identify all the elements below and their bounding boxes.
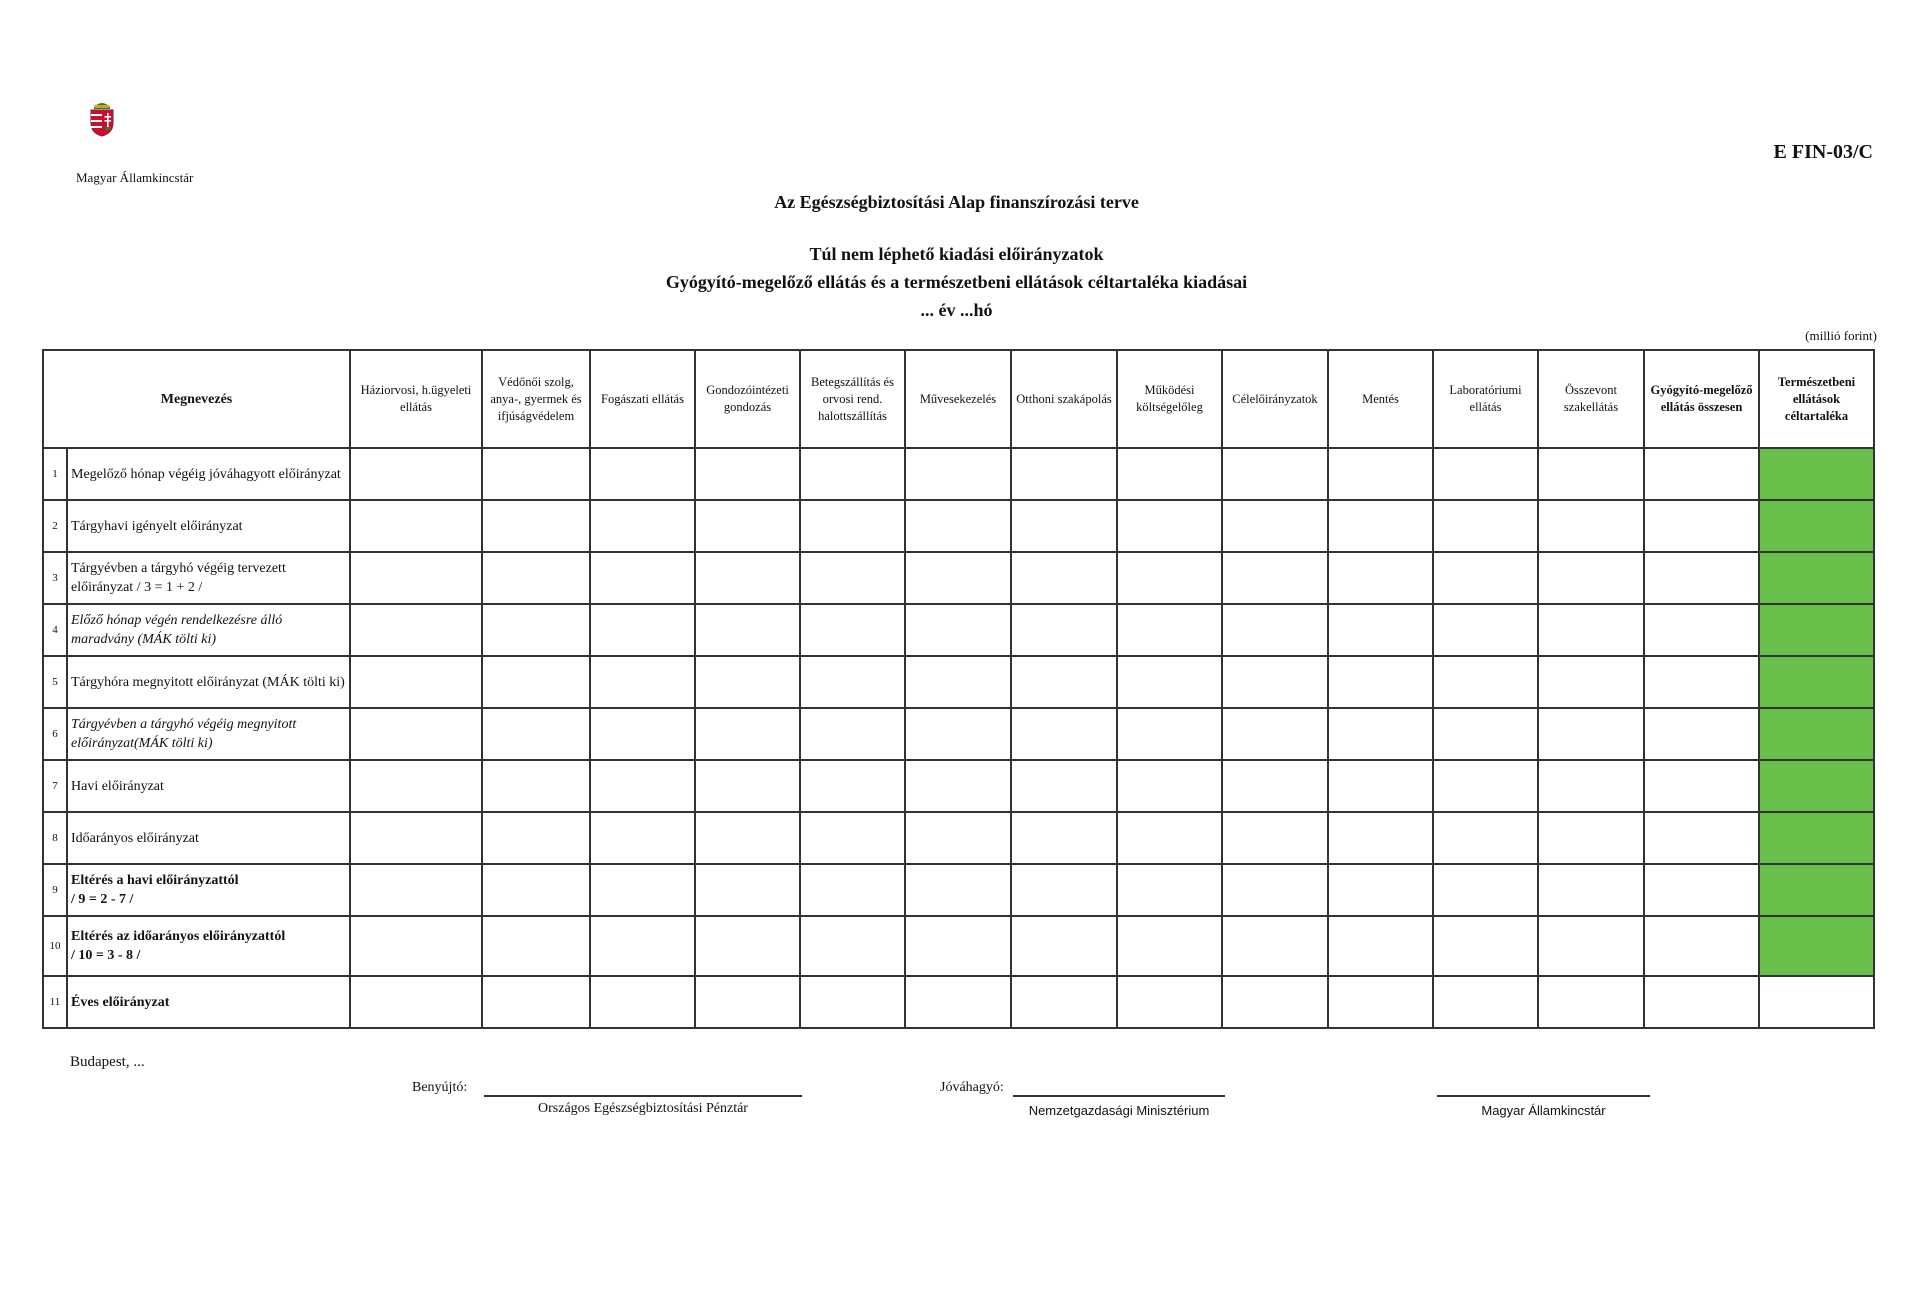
data-cell[interactable]: [1011, 760, 1117, 812]
data-cell[interactable]: [1328, 448, 1433, 500]
row-label-formula: / 10 = 3 - 8 /: [71, 948, 141, 963]
row-label: Tárgyhóra megnyitott előirányzat (MÁK tölti ki): [67, 656, 350, 708]
column-header: Laboratóriumi ellátás: [1433, 350, 1538, 448]
data-cell[interactable]: [1433, 916, 1538, 976]
table-row: [43, 448, 1874, 500]
data-cell[interactable]: [1011, 604, 1117, 656]
data-cell[interactable]: [1433, 760, 1538, 812]
data-cell[interactable]: [1538, 500, 1644, 552]
row-label: Tárgyévben a tárgyhó végéig megnyitott előirányzat(MÁK tölti ki): [67, 708, 350, 760]
data-cell[interactable]: [1759, 976, 1874, 1028]
data-cell[interactable]: [1117, 500, 1222, 552]
document-subtitle-2: Gyógyító-megelőző ellátás és a természetbeni ellátások céltartaléka kiadásai: [665, 272, 1248, 292]
submitter-signature-line: [484, 1095, 802, 1097]
data-cell[interactable]: [482, 708, 590, 760]
treasury-org: Magyar Államkincstár: [1481, 1103, 1606, 1118]
data-cell[interactable]: [905, 864, 1011, 916]
data-cell[interactable]: [1644, 448, 1759, 500]
data-cell[interactable]: [350, 448, 482, 500]
row-number: 10: [43, 916, 67, 976]
data-cell[interactable]: [482, 812, 590, 864]
data-cell[interactable]: [1759, 812, 1874, 864]
data-cell[interactable]: [1328, 500, 1433, 552]
data-cell[interactable]: [800, 708, 905, 760]
column-header: Védőnői szolg, anya-, gyermek és ifjúságvédelem: [482, 350, 590, 448]
data-cell[interactable]: [1117, 916, 1222, 976]
data-cell[interactable]: [482, 656, 590, 708]
data-cell[interactable]: [800, 976, 905, 1028]
column-header-name: Megnevezés: [43, 350, 350, 448]
data-cell[interactable]: [1759, 500, 1874, 552]
data-cell[interactable]: [1011, 448, 1117, 500]
data-cell[interactable]: [1011, 656, 1117, 708]
data-cell[interactable]: [1328, 708, 1433, 760]
data-cell[interactable]: [1538, 656, 1644, 708]
data-cell[interactable]: [1759, 864, 1874, 916]
data-cell[interactable]: [905, 760, 1011, 812]
data-cell[interactable]: [800, 760, 905, 812]
coat-of-arms-icon: [86, 97, 118, 137]
data-cell[interactable]: [1538, 976, 1644, 1028]
approver-org: Nemzetgazdasági Minisztérium: [1028, 1103, 1210, 1118]
data-cell[interactable]: [350, 976, 482, 1028]
data-cell[interactable]: [590, 760, 695, 812]
document-subtitle: Túl nem léphető kiadási előirányzatok: [809, 244, 1104, 264]
data-cell[interactable]: [1644, 500, 1759, 552]
data-cell[interactable]: [1117, 448, 1222, 500]
data-cell[interactable]: [1759, 604, 1874, 656]
data-cell[interactable]: [1433, 976, 1538, 1028]
data-cell[interactable]: [905, 552, 1011, 604]
submitter-org: Országos Egészségbiztosítási Pénztár: [538, 1101, 748, 1116]
data-cell[interactable]: [1644, 708, 1759, 760]
row-label: Megelőző hónap végéig jóváhagyott előirányzat: [67, 448, 350, 500]
data-cell[interactable]: [695, 760, 800, 812]
data-cell[interactable]: [800, 916, 905, 976]
data-cell[interactable]: [1222, 864, 1328, 916]
table-row: [43, 656, 1874, 708]
data-cell[interactable]: [1117, 604, 1222, 656]
data-cell[interactable]: [482, 552, 590, 604]
table-row: [43, 864, 1874, 916]
column-header: Fogászati ellátás: [590, 350, 695, 448]
row-number: 11: [43, 976, 67, 1028]
data-cell[interactable]: [905, 500, 1011, 552]
data-cell[interactable]: [1759, 708, 1874, 760]
row-label: Tárgyhavi igényelt előirányzat: [67, 500, 350, 552]
data-cell[interactable]: [590, 708, 695, 760]
row-number: 5: [43, 656, 67, 708]
data-cell[interactable]: [1538, 864, 1644, 916]
data-cell[interactable]: [1328, 864, 1433, 916]
row-label-formula: / 9 = 2 - 7 /: [71, 892, 134, 907]
table-row: [43, 500, 1874, 552]
row-label: Tárgyévben a tárgyhó végéig tervezett előirányzat / 3 = 1 + 2 /: [67, 552, 350, 604]
data-cell[interactable]: [1222, 708, 1328, 760]
row-label: Havi előirányzat: [67, 760, 350, 812]
data-cell[interactable]: [1117, 760, 1222, 812]
table-row: [43, 708, 1874, 760]
table-row: [43, 916, 1874, 976]
column-header: Háziorvosi, h.ügyeleti ellátás: [350, 350, 482, 448]
column-header: Gondozóintézeti gondozás: [695, 350, 800, 448]
data-cell[interactable]: [1011, 552, 1117, 604]
data-cell[interactable]: [1644, 760, 1759, 812]
data-cell[interactable]: [695, 864, 800, 916]
approver-signature-line: [1013, 1095, 1225, 1097]
data-cell[interactable]: [482, 864, 590, 916]
data-cell[interactable]: [1759, 656, 1874, 708]
data-cell[interactable]: [905, 656, 1011, 708]
data-cell[interactable]: [1328, 760, 1433, 812]
row-number: 6: [43, 708, 67, 760]
data-cell[interactable]: [1538, 604, 1644, 656]
data-cell[interactable]: [350, 604, 482, 656]
data-cell[interactable]: [1222, 812, 1328, 864]
column-header: Összevont szakellátás: [1538, 350, 1644, 448]
data-cell[interactable]: [590, 812, 695, 864]
data-cell[interactable]: [800, 604, 905, 656]
table-row: [43, 604, 1874, 656]
data-cell[interactable]: [800, 812, 905, 864]
data-cell[interactable]: [1117, 976, 1222, 1028]
data-cell[interactable]: [1759, 760, 1874, 812]
data-cell[interactable]: [590, 448, 695, 500]
data-cell[interactable]: [695, 656, 800, 708]
data-cell[interactable]: [1222, 760, 1328, 812]
row-label: [67, 864, 350, 916]
submitter-label: Benyújtó:: [412, 1080, 468, 1095]
data-cell[interactable]: [1538, 916, 1644, 976]
data-cell[interactable]: [1011, 976, 1117, 1028]
data-cell[interactable]: [1644, 812, 1759, 864]
data-cell[interactable]: [350, 916, 482, 976]
row-label: Éves előirányzat: [67, 976, 350, 1028]
data-cell[interactable]: [482, 604, 590, 656]
issuer-name: Magyar Államkincstár: [76, 170, 194, 185]
data-cell[interactable]: [1538, 448, 1644, 500]
form-code: E FIN-03/C: [1773, 141, 1873, 163]
data-cell[interactable]: [1433, 708, 1538, 760]
data-cell[interactable]: [1328, 916, 1433, 976]
data-cell[interactable]: [1011, 500, 1117, 552]
data-cell[interactable]: [1538, 812, 1644, 864]
column-header-reserve: Természetbeni ellátások céltartaléka: [1759, 350, 1874, 448]
data-cell[interactable]: [1433, 864, 1538, 916]
data-cell[interactable]: [1222, 604, 1328, 656]
data-cell[interactable]: [695, 708, 800, 760]
data-cell[interactable]: [800, 448, 905, 500]
row-number: 1: [43, 448, 67, 500]
data-cell[interactable]: [1328, 604, 1433, 656]
data-cell[interactable]: [1538, 760, 1644, 812]
data-cell[interactable]: [482, 916, 590, 976]
place-date: Budapest, ...: [70, 1054, 145, 1070]
data-cell[interactable]: [1644, 604, 1759, 656]
column-header: Célelőirányzatok: [1222, 350, 1328, 448]
data-cell[interactable]: [695, 604, 800, 656]
data-cell[interactable]: [1117, 552, 1222, 604]
data-cell[interactable]: [482, 760, 590, 812]
row-number: 3: [43, 552, 67, 604]
data-cell[interactable]: [350, 656, 482, 708]
row-label: Időarányos előirányzat: [67, 812, 350, 864]
data-cell[interactable]: [1328, 976, 1433, 1028]
data-cell[interactable]: [1222, 448, 1328, 500]
data-cell[interactable]: [1222, 916, 1328, 976]
data-cell[interactable]: [1328, 812, 1433, 864]
column-header: Művesekezelés: [905, 350, 1011, 448]
data-cell[interactable]: [1433, 656, 1538, 708]
header-row: [43, 350, 1874, 448]
data-cell[interactable]: [695, 500, 800, 552]
row-number: 9: [43, 864, 67, 916]
data-cell[interactable]: [1117, 656, 1222, 708]
data-cell[interactable]: [800, 552, 905, 604]
data-cell[interactable]: [1644, 552, 1759, 604]
row-label-line: Eltérés a havi előirányzattól: [71, 873, 239, 888]
data-cell[interactable]: [1117, 708, 1222, 760]
data-cell[interactable]: [800, 864, 905, 916]
data-cell[interactable]: [1011, 916, 1117, 976]
row-label-line: Eltérés az időarányos előirányzattól: [71, 929, 286, 944]
document-title: Az Egészségbiztosítási Alap finanszírozási terve: [774, 192, 1139, 212]
row-number: 8: [43, 812, 67, 864]
column-header: Működési költségelőleg: [1117, 350, 1222, 448]
data-cell[interactable]: [1011, 864, 1117, 916]
data-cell[interactable]: [1433, 448, 1538, 500]
treasury-signature-line: [1437, 1095, 1650, 1097]
data-cell[interactable]: [1759, 916, 1874, 976]
data-cell[interactable]: [350, 760, 482, 812]
data-cell[interactable]: [1222, 552, 1328, 604]
data-cell[interactable]: [482, 976, 590, 1028]
data-cell[interactable]: [905, 916, 1011, 976]
data-cell[interactable]: [1644, 864, 1759, 916]
data-cell[interactable]: [695, 976, 800, 1028]
data-cell[interactable]: [590, 976, 695, 1028]
data-cell[interactable]: [905, 976, 1011, 1028]
data-cell[interactable]: [1644, 976, 1759, 1028]
data-cell[interactable]: [695, 916, 800, 976]
data-cell[interactable]: [1538, 552, 1644, 604]
data-cell[interactable]: [1222, 976, 1328, 1028]
data-cell[interactable]: [350, 864, 482, 916]
unit-label: (millió forint): [1805, 328, 1877, 343]
data-cell[interactable]: [482, 500, 590, 552]
data-cell[interactable]: [590, 552, 695, 604]
data-cell[interactable]: [350, 500, 482, 552]
data-cell[interactable]: [590, 916, 695, 976]
table-row: [43, 976, 1874, 1028]
data-cell[interactable]: [1222, 656, 1328, 708]
data-cell[interactable]: [800, 500, 905, 552]
row-number: 7: [43, 760, 67, 812]
data-cell[interactable]: [1759, 448, 1874, 500]
data-cell[interactable]: [1433, 552, 1538, 604]
approver-label: Jóváhagyó:: [940, 1080, 1004, 1095]
data-cell[interactable]: [905, 812, 1011, 864]
data-cell[interactable]: [1328, 656, 1433, 708]
row-label: Előző hónap végén rendelkezésre álló maradvány (MÁK tölti ki): [67, 604, 350, 656]
column-header: Mentés: [1328, 350, 1433, 448]
data-cell[interactable]: [350, 552, 482, 604]
data-cell[interactable]: [1433, 604, 1538, 656]
data-cell[interactable]: [1011, 708, 1117, 760]
data-cell[interactable]: [905, 708, 1011, 760]
budget-table: [42, 349, 1875, 1029]
data-cell[interactable]: [1222, 500, 1328, 552]
table-row: [43, 552, 1874, 604]
data-cell[interactable]: [1644, 656, 1759, 708]
data-cell[interactable]: [1759, 552, 1874, 604]
row-label: [67, 916, 350, 976]
data-cell[interactable]: [695, 812, 800, 864]
data-cell[interactable]: [1117, 812, 1222, 864]
data-cell[interactable]: [695, 448, 800, 500]
data-cell[interactable]: [1433, 812, 1538, 864]
data-cell[interactable]: [482, 448, 590, 500]
column-header: Otthoni szakápolás: [1011, 350, 1117, 448]
data-cell[interactable]: [1433, 500, 1538, 552]
table-row: [43, 812, 1874, 864]
data-cell[interactable]: [695, 552, 800, 604]
data-cell[interactable]: [590, 864, 695, 916]
row-number: 2: [43, 500, 67, 552]
column-header: Betegszállítás és orvosi rend. halottszállítás: [800, 350, 905, 448]
data-cell[interactable]: [905, 604, 1011, 656]
column-header-total: Gyógyító-megelőző ellátás összesen: [1644, 350, 1759, 448]
data-cell[interactable]: [1011, 812, 1117, 864]
table-row: [43, 760, 1874, 812]
data-cell[interactable]: [590, 500, 695, 552]
data-cell[interactable]: [1644, 916, 1759, 976]
data-cell[interactable]: [350, 812, 482, 864]
data-cell[interactable]: [350, 708, 482, 760]
data-cell[interactable]: [590, 656, 695, 708]
data-cell[interactable]: [1328, 552, 1433, 604]
data-cell[interactable]: [800, 656, 905, 708]
row-number: 4: [43, 604, 67, 656]
period-placeholder: ... év ...hó: [920, 300, 993, 320]
data-cell[interactable]: [1117, 864, 1222, 916]
data-cell[interactable]: [590, 604, 695, 656]
data-cell[interactable]: [1538, 708, 1644, 760]
data-cell[interactable]: [905, 448, 1011, 500]
